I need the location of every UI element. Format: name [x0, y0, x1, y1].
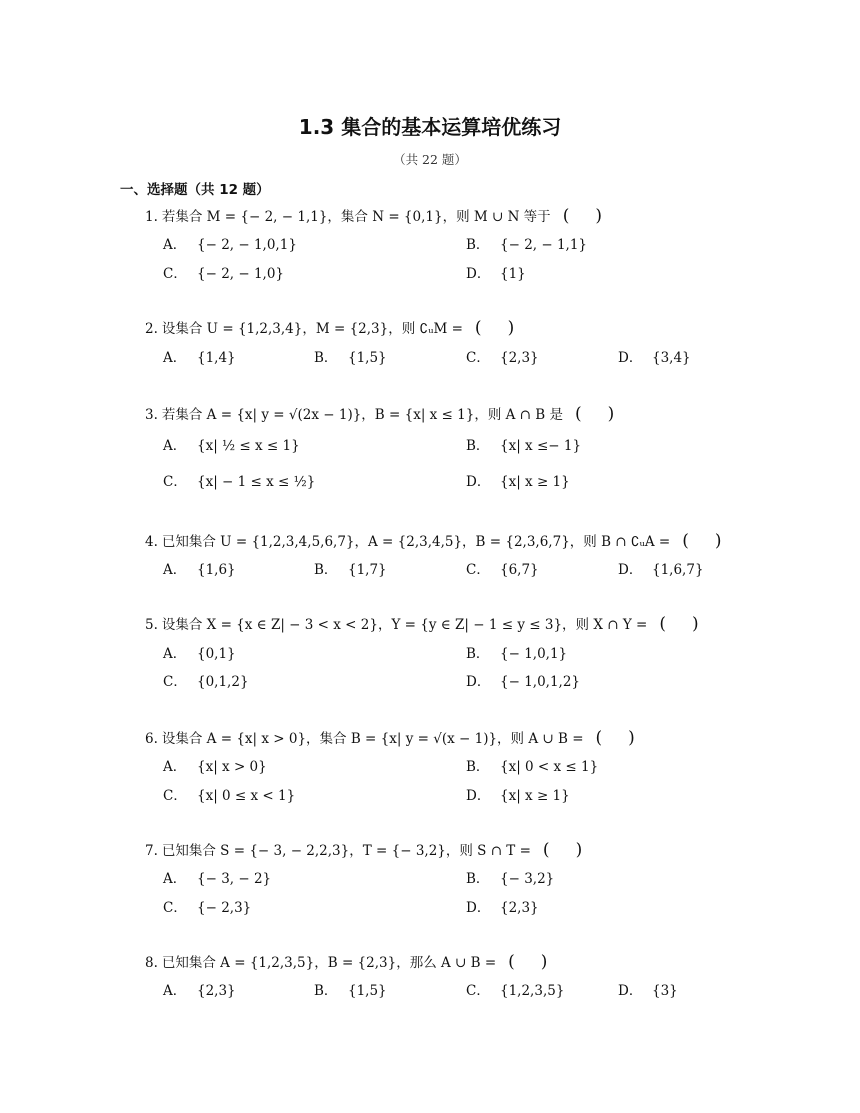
section-heading: 一、选择题（共 12 题）: [120, 182, 270, 198]
question-5: 5. 设集合 X = {x ∈ Z| − 3 < x < 2}，Y = {y ∈ Z| − 1 ≤ y ≤ 3}，则 X ∩ Y = ( ): [145, 614, 699, 634]
answer-blank: ( ): [682, 531, 722, 551]
question-1: [145, 205, 820, 228]
option-d: D． {− 1,0,1,2}: [466, 674, 581, 690]
option-d: D． {x| x ≥ 1}: [466, 788, 570, 804]
option-b: B． {1,5}: [314, 983, 387, 999]
question-stem: 若集合 A = {x| y = √(2x − 1)}，B = {x| x ≤ 1}，则 A ∩ B 是: [161, 407, 563, 423]
answer-blank: ( ): [659, 614, 699, 634]
question-number: 1.: [145, 209, 158, 225]
option-c: C． {− 2,3}: [163, 900, 252, 916]
option-c: C． {0,1,2}: [163, 674, 249, 690]
question-count: （共 22 题）: [393, 152, 467, 167]
option-d: D． {1,6,7}: [618, 562, 704, 578]
question-stem: 设集合 U = {1,2,3,4}，M = {2,3}，则 ∁ᵤM =: [161, 321, 463, 337]
question-stem: 若集合 M = {− 2, − 1,1}，集合 N = {0,1}，则 M ∪ N 等于: [161, 209, 551, 225]
question-6: 6. 设集合 A = {x| x > 0}，集合 B = {x| y = √(x − 1)}，则 A ∪ B = ( ): [145, 728, 635, 748]
page-title: 1.3 集合的基本运算培优练习: [298, 115, 562, 139]
question-2: 2. 设集合 U = {1,2,3,4}，M = {2,3}，则 ∁ᵤM = ( ): [145, 318, 515, 338]
option-d: D． {1}: [466, 266, 526, 282]
question-stem: 设集合 A = {x| x > 0}，集合 B = {x| y = √(x − 1)}，则 A ∪ B =: [161, 731, 584, 747]
answer-blank: ( ): [474, 318, 515, 338]
question-8: 8. 已知集合 A = {1,2,3,5}，B = {2,3}，那么 A ∪ B = ( ): [145, 952, 548, 972]
question-stem: 设集合 X = {x ∈ Z| − 3 < x < 2}，Y = {y ∈ Z| − 1 ≤ y ≤ 3}，则 X ∩ Y =: [161, 617, 648, 633]
answer-blank: ( ): [595, 728, 635, 748]
option-a: A． {x| x > 0}: [163, 759, 267, 775]
option-d: D． {3,4}: [618, 350, 691, 366]
question-stem: 已知集合 S = {− 3, − 2,2,3}，T = {− 3,2}，则 S ∩ T =: [161, 843, 531, 859]
option-c: C． {6,7}: [466, 562, 539, 578]
option-d: D． {2,3}: [466, 900, 539, 916]
option-b: B． {− 2, − 1,1}: [466, 237, 588, 253]
option-b: B． {− 3,2}: [466, 871, 555, 887]
option-a: A． {x| ½ ≤ x ≤ 1}: [163, 438, 300, 454]
answer-blank: ( ): [575, 404, 615, 424]
option-a: A． {0,1}: [163, 646, 236, 662]
question-3: 3. 若集合 A = {x| y = √(2x − 1)}，B = {x| x ≤ 1}，则 A ∩ B 是 ( ): [145, 404, 615, 424]
option-a: A． {− 3, − 2}: [163, 871, 272, 887]
option-b: B． {− 1,0,1}: [466, 646, 568, 662]
option-a: A． {2,3}: [163, 983, 236, 999]
option-a: A． {1,4}: [163, 350, 236, 366]
option-c: C． {1,2,3,5}: [466, 983, 565, 999]
option-a: A． {1,6}: [163, 562, 236, 578]
answer-blank: ( ): [508, 952, 548, 972]
option-c: C． {2,3}: [466, 350, 539, 366]
answer-blank: ( ): [542, 840, 583, 860]
option-b: B． {1,5}: [314, 350, 387, 366]
answer-blank: ( ): [562, 206, 602, 226]
question-7: 7. 已知集合 S = {− 3, − 2,2,3}，T = {− 3,2}，则 S ∩ T = ( ): [145, 840, 583, 860]
option-c: C． {− 2, − 1,0}: [163, 266, 285, 282]
question-4: 4. 已知集合 U = {1,2,3,4,5,6,7}，A = {2,3,4,5}，B = {2,3,6,7}，则 B ∩ ∁ᵤA = ( ): [145, 531, 722, 551]
option-b: B． {1,7}: [314, 562, 387, 578]
option-d: D． {3}: [618, 983, 678, 999]
option-b: B． {x| x ≤− 1}: [466, 438, 582, 454]
option-a: A． {− 2, − 1,0,1}: [163, 237, 297, 253]
option-c: C． {x| − 1 ≤ x ≤ ½}: [163, 474, 316, 490]
option-c: C． {x| 0 ≤ x < 1}: [163, 788, 296, 804]
option-d: D． {x| x ≥ 1}: [466, 474, 570, 490]
question-stem: 已知集合 A = {1,2,3,5}，B = {2,3}，那么 A ∪ B =: [161, 955, 497, 971]
option-b: B． {x| 0 < x ≤ 1}: [466, 759, 599, 775]
question-stem: 已知集合 U = {1,2,3,4,5,6,7}，A = {2,3,4,5}，B = {2,3,6,7}，则 B ∩ ∁ᵤA =: [161, 534, 671, 550]
